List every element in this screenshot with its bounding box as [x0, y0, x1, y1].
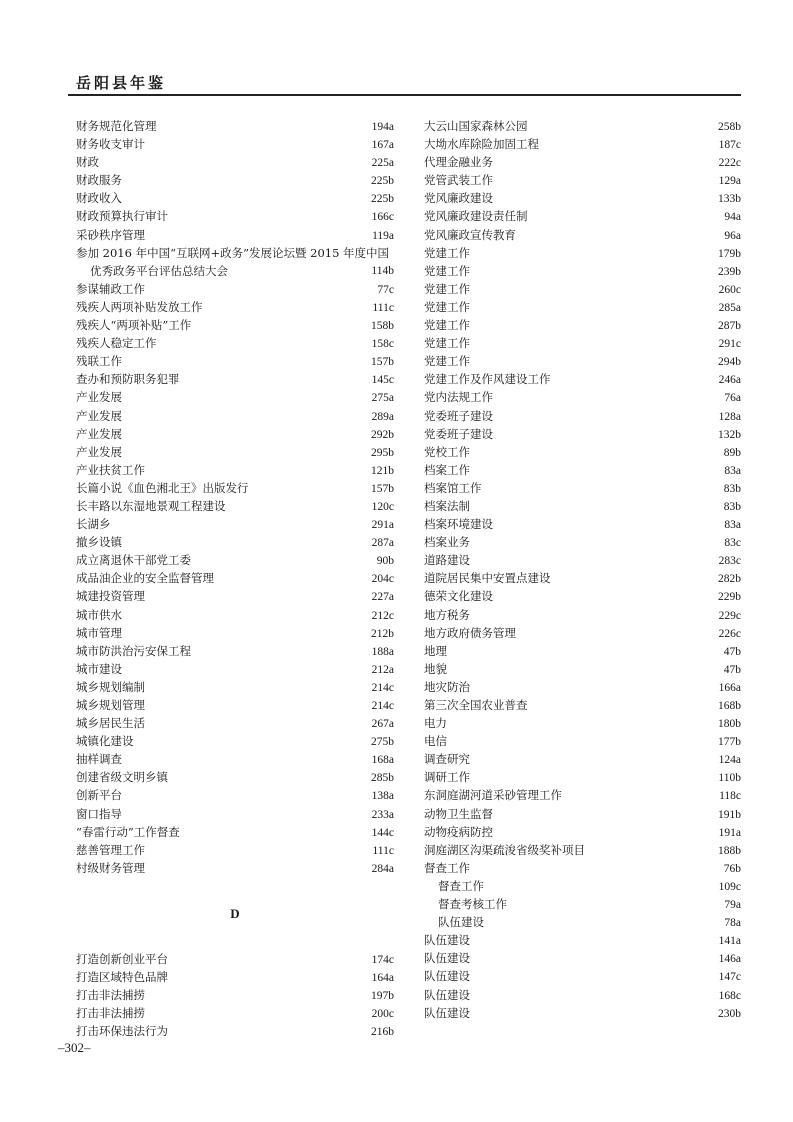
index-entry — [76, 226, 394, 244]
index-entry — [424, 732, 741, 750]
index-term: 打击环保违法行为 — [76, 1024, 168, 1039]
index-left-column — [76, 117, 394, 1040]
index-entry — [76, 153, 394, 171]
index-term: 队伍建设 — [438, 915, 484, 930]
index-term: 队伍建设 — [424, 951, 470, 966]
index-entry — [76, 1004, 394, 1022]
index-page: 168c — [718, 989, 741, 1002]
index-term: 档案业务 — [424, 535, 470, 550]
index-entry — [76, 171, 394, 189]
index-entry — [424, 407, 741, 425]
index-entry — [424, 207, 741, 225]
index-term: 第三次全国农业普查 — [424, 698, 528, 712]
index-page: 120c — [371, 500, 394, 513]
index-page: 246a — [718, 374, 741, 387]
index-page: 168b — [718, 700, 741, 712]
index-page: 121b — [371, 464, 394, 477]
index-entry — [424, 805, 741, 823]
index-page: 76b — [723, 862, 741, 875]
index-entry — [424, 877, 741, 895]
index-page: 157b — [371, 356, 394, 369]
index-term: 督查工作 — [438, 878, 484, 893]
index-term: 城乡居民生活 — [76, 716, 145, 731]
index-page: 129a — [718, 175, 741, 188]
index-entry — [424, 425, 741, 443]
index-term: 打造创新创业平台 — [76, 951, 168, 966]
index-page: 83a — [724, 519, 741, 532]
index-page: 287a — [371, 537, 394, 550]
index-term: 地理 — [424, 643, 447, 658]
index-entry — [424, 226, 741, 244]
index-entry — [424, 986, 741, 1004]
entries-c2-group — [76, 280, 394, 877]
index-entry — [424, 895, 741, 913]
index-page: 204c — [371, 573, 394, 586]
index-term: 财务收支审计 — [76, 137, 145, 152]
index-term-line1: 参加 2016 年中国“互联网+政务”发展论坛暨 2015 年度中国 — [76, 245, 390, 260]
index-page: 133b — [718, 193, 741, 206]
index-entry — [424, 117, 741, 135]
index-entry — [424, 262, 741, 280]
index-page: 132b — [718, 428, 741, 441]
index-page: 200c — [371, 1008, 394, 1021]
index-term: 动物卫生监督 — [424, 806, 493, 821]
entries-right-group — [424, 117, 741, 1022]
index-entry — [76, 823, 394, 841]
index-entry — [424, 515, 741, 533]
index-term: 财务规范化管理 — [76, 119, 157, 133]
index-term: 党建工作及作风建设工作 — [424, 372, 551, 387]
index-entry — [76, 986, 394, 1004]
page-number: –302– — [58, 1040, 91, 1055]
index-page: 212c — [371, 609, 394, 622]
index-term: 慈善管理工作 — [76, 842, 145, 857]
index-page: 295b — [371, 446, 394, 459]
index-entry — [76, 298, 394, 316]
index-page: 285b — [371, 772, 394, 785]
index-entry — [424, 714, 741, 732]
index-entry — [424, 642, 741, 660]
index-page: 191a — [718, 826, 741, 839]
index-entry — [424, 569, 741, 587]
index-entry — [76, 352, 394, 370]
index-page: 158c — [371, 338, 394, 351]
index-entry — [424, 352, 741, 370]
index-page: 146a — [718, 953, 741, 966]
index-entry — [76, 370, 394, 388]
index-entry — [424, 624, 741, 642]
index-page: 124a — [718, 754, 741, 767]
index-page: 212b — [371, 627, 394, 640]
index-term: 动物疫病防控 — [424, 824, 493, 839]
index-entry — [424, 949, 741, 967]
index-entry — [424, 244, 741, 262]
index-entry — [76, 841, 394, 859]
index-page: 128a — [718, 410, 741, 423]
index-page: 111c — [372, 301, 394, 314]
index-entry — [76, 425, 394, 443]
index-entry — [76, 642, 394, 660]
index-term: 城乡规划编制 — [76, 679, 145, 694]
index-entry — [424, 859, 741, 877]
index-page: 157b — [371, 482, 394, 495]
index-term: 电信 — [424, 734, 447, 749]
index-page: 294b — [718, 356, 741, 369]
index-page: 226c — [718, 627, 741, 640]
index-entry — [76, 768, 394, 786]
index-entry — [76, 533, 394, 551]
index-term: 查办和预防职务犯罪 — [76, 372, 180, 387]
index-term: 档案法制 — [424, 498, 470, 513]
index-page: 83b — [723, 482, 741, 495]
index-term: 产业发展 — [76, 390, 122, 405]
index-term: 财政 — [76, 155, 99, 170]
index-term: 城建投资管理 — [76, 589, 145, 604]
entries-c-group — [76, 117, 394, 244]
index-entry — [76, 479, 394, 497]
index-term: 党建工作 — [424, 318, 470, 333]
index-term: 党建工作 — [424, 263, 470, 278]
index-page: 167a — [371, 139, 394, 152]
index-entry — [424, 334, 741, 352]
index-term: 党建工作 — [424, 336, 470, 351]
index-term: 成品油企业的安全监督管理 — [76, 571, 214, 586]
index-term: 调研工作 — [424, 770, 470, 785]
index-page: 287b — [718, 320, 741, 333]
index-page: 111c — [372, 844, 394, 857]
index-entry — [424, 533, 741, 551]
index-term: 抽样调查 — [76, 752, 122, 767]
index-page: 89b — [723, 446, 741, 459]
index-page: 291c — [718, 338, 741, 351]
index-entry — [76, 189, 394, 207]
index-term: 撤乡设镇 — [76, 535, 122, 550]
index-entry — [76, 968, 394, 986]
section-letter-d: D — [230, 905, 240, 921]
index-page: 267a — [371, 718, 394, 731]
index-term: 大坳水库除险加固工程 — [424, 137, 539, 152]
index-page: 230b — [718, 1007, 741, 1020]
index-term: 队伍建设 — [424, 969, 470, 984]
index-term: 党风廉政建设责任制 — [424, 209, 528, 224]
index-term: 地灾防治 — [424, 679, 470, 694]
index-term: 打击非法捕捞 — [76, 1006, 145, 1021]
index-term: 党校工作 — [424, 444, 470, 459]
index-term: 地貌 — [424, 661, 447, 676]
index-entry — [424, 189, 741, 207]
index-entry — [76, 407, 394, 425]
index-page: 90b — [376, 555, 394, 568]
index-term: 东洞庭湖河道采砂管理工作 — [424, 788, 562, 803]
index-term: 财政收入 — [76, 191, 122, 206]
index-page: 79a — [724, 899, 741, 912]
yearbook-title: 岳阳县年鉴 — [76, 74, 167, 92]
index-entry — [424, 786, 741, 804]
index-term: 党委班子建设 — [424, 408, 493, 423]
index-term: “春雷行动”工作督查 — [76, 824, 180, 839]
index-entry — [424, 298, 741, 316]
index-page: 227a — [371, 591, 394, 604]
index-entry — [76, 515, 394, 533]
index-term: 电力 — [424, 716, 447, 731]
index-entry — [424, 280, 741, 298]
index-page: 291a — [371, 519, 394, 532]
index-term: 党建工作 — [424, 281, 470, 296]
index-term: 督查工作 — [424, 860, 470, 875]
index-entry — [76, 678, 394, 696]
index-term: 地方税务 — [424, 607, 470, 622]
index-entry — [424, 768, 741, 786]
index-term-line2: 优秀政务平台评估总结大会 — [90, 263, 228, 278]
index-term: 长篇小说《血色湘北王》出版发行 — [76, 480, 249, 495]
index-term: 城市建设 — [76, 661, 122, 676]
index-term: 创新平台 — [76, 788, 122, 803]
index-term: 队伍建设 — [424, 1005, 470, 1020]
index-entry — [76, 334, 394, 352]
index-term: 党建工作 — [424, 299, 470, 314]
index-term: 档案工作 — [424, 462, 470, 477]
index-page: 119a — [372, 229, 394, 242]
index-entry — [76, 587, 394, 605]
index-term: 财政预算执行审计 — [76, 209, 168, 224]
index-page: 180b — [718, 718, 741, 731]
index-page: 138a — [371, 790, 394, 803]
index-page: 214c — [371, 681, 394, 694]
index-page: 110b — [718, 772, 741, 785]
index-page: 47b — [723, 645, 741, 658]
index-entry — [424, 823, 741, 841]
index-page: 96a — [724, 229, 741, 242]
index-page: 168a — [371, 754, 394, 767]
index-entry — [424, 370, 741, 388]
index-term: 长湖乡 — [76, 517, 111, 532]
index-page: 109c — [718, 880, 741, 893]
index-page: 76a — [724, 392, 741, 405]
index-page: 177b — [718, 736, 741, 749]
index-entry — [76, 624, 394, 642]
index-page: 191b — [718, 808, 741, 821]
index-term: 产业发展 — [76, 444, 122, 459]
index-term: 党建工作 — [424, 245, 470, 260]
index-entry — [424, 171, 741, 189]
index-term: 道院居民集中安置点建设 — [424, 571, 551, 586]
index-entry — [424, 443, 741, 461]
index-page: 239b — [718, 265, 741, 278]
index-entry — [424, 931, 741, 949]
index-page: 194a — [371, 121, 394, 133]
index-page: 47b — [723, 663, 741, 676]
index-page: 225b — [371, 175, 394, 188]
index-page: 289a — [371, 410, 394, 423]
index-entry — [76, 117, 394, 135]
index-entry — [76, 950, 394, 968]
index-term: 党委班子建设 — [424, 426, 493, 441]
index-term: 产业扶贫工作 — [76, 462, 145, 477]
index-page: 225a — [371, 157, 394, 170]
index-page: 214c — [371, 700, 394, 712]
index-entry — [424, 1004, 741, 1022]
index-page: 222c — [718, 157, 741, 170]
index-entry-wrapped — [76, 244, 394, 280]
index-page: 292b — [371, 428, 394, 441]
index-page: 285a — [718, 301, 741, 314]
index-page: 145c — [371, 374, 394, 387]
index-page: 275a — [371, 392, 394, 405]
index-page: 260c — [718, 283, 741, 296]
index-page: 233a — [371, 808, 394, 821]
index-term: 打击非法捕捞 — [76, 988, 145, 1003]
index-term: 城市防洪治污安保工程 — [76, 643, 191, 658]
index-entry — [76, 388, 394, 406]
index-page: 187c — [718, 139, 741, 152]
index-page: 282b — [718, 573, 741, 586]
index-page: 164a — [371, 972, 394, 985]
index-page: 197b — [371, 990, 394, 1003]
index-term: 残疾人两项补贴发放工作 — [76, 299, 203, 314]
index-page: 225b — [371, 193, 394, 206]
index-entry — [76, 135, 394, 153]
index-entry — [76, 207, 394, 225]
index-entry — [76, 280, 394, 298]
index-term: 窗口指导 — [76, 806, 122, 821]
index-entry — [424, 967, 741, 985]
index-page: 216b — [371, 1026, 394, 1039]
index-entry — [424, 135, 741, 153]
index-entry — [424, 497, 741, 515]
index-entry — [76, 569, 394, 587]
index-page: 94a — [724, 211, 741, 224]
index-entry — [76, 461, 394, 479]
index-entry — [424, 696, 741, 714]
index-term: 残疾人“两项补贴”工作 — [76, 318, 192, 333]
index-page: 212a — [371, 663, 394, 676]
index-term: 道路建设 — [424, 553, 470, 568]
index-entry — [76, 805, 394, 823]
index-entry — [76, 732, 394, 750]
index-term: 队伍建设 — [424, 933, 470, 948]
index-term: 党风廉政建设 — [424, 191, 493, 206]
index-entry — [424, 388, 741, 406]
index-entry — [424, 551, 741, 569]
index-term: 城乡规划管理 — [76, 698, 145, 712]
index-page: 158b — [371, 320, 394, 333]
index-term: 德荣文化建设 — [424, 589, 493, 604]
index-entry — [76, 714, 394, 732]
index-page: 275b — [371, 736, 394, 749]
index-term: 参谋辅政工作 — [76, 281, 145, 296]
index-right-column — [424, 117, 741, 1022]
index-entry — [76, 859, 394, 877]
index-term: 成立离退休干部党工委 — [76, 553, 191, 568]
index-entry — [424, 587, 741, 605]
index-page: 114b — [371, 264, 394, 277]
index-page: 174c — [371, 953, 394, 966]
index-term: 档案环境建设 — [424, 517, 493, 532]
index-term: 党管武装工作 — [424, 173, 493, 188]
index-entry — [424, 461, 741, 479]
header-rule — [68, 94, 741, 96]
index-page: 283c — [718, 555, 741, 568]
index-entry — [76, 606, 394, 624]
index-page: 166c — [371, 211, 394, 224]
index-entry — [76, 316, 394, 334]
index-entry — [424, 316, 741, 334]
index-page: 141a — [718, 935, 741, 948]
index-term: 城市管理 — [76, 625, 122, 640]
index-term: 党风廉政宣传教育 — [424, 227, 516, 242]
index-page: 188b — [718, 844, 741, 857]
index-entry — [76, 497, 394, 515]
entries-d-group — [76, 950, 394, 1040]
index-term: 洞庭湖区沟渠疏浚省级奖补项目 — [424, 842, 585, 857]
index-entry — [424, 678, 741, 696]
index-term: 档案馆工作 — [424, 480, 482, 495]
index-page: 284a — [371, 862, 394, 875]
index-term: 地方政府债务管理 — [424, 625, 516, 640]
index-entry — [424, 153, 741, 171]
index-term: 产业发展 — [76, 426, 122, 441]
index-term: 大云山国家森林公园 — [424, 119, 528, 133]
index-entry — [424, 750, 741, 768]
index-page: 188a — [371, 645, 394, 658]
index-term: 城市供水 — [76, 607, 122, 622]
index-entry — [76, 750, 394, 768]
index-entry — [424, 479, 741, 497]
index-term: 产业发展 — [76, 408, 122, 423]
index-term: 调查研究 — [424, 752, 470, 767]
index-page: 229c — [718, 609, 741, 622]
index-term: 创建省级文明乡镇 — [76, 770, 168, 785]
index-term: 村级财务管理 — [76, 860, 145, 875]
index-page: 229b — [718, 591, 741, 604]
index-entry — [424, 660, 741, 678]
index-page: 77c — [377, 283, 394, 296]
index-entry — [424, 841, 741, 859]
index-page: 78a — [724, 917, 741, 930]
index-term: 残疾人稳定工作 — [76, 336, 157, 351]
index-term: 长丰路以东湿地景观工程建设 — [76, 498, 226, 513]
index-term: 打造区域特色品牌 — [76, 970, 168, 985]
index-term: 残联工作 — [76, 354, 122, 369]
index-term: 代理金融业务 — [424, 155, 493, 170]
index-page: 83c — [724, 537, 741, 550]
index-term: 队伍建设 — [424, 987, 470, 1002]
index-entry — [76, 786, 394, 804]
index-entry — [424, 606, 741, 624]
index-page: 83a — [724, 464, 741, 477]
index-page: 147c — [718, 971, 741, 984]
index-entry — [76, 696, 394, 714]
index-page: 118c — [719, 790, 741, 803]
index-page: 83b — [723, 500, 741, 513]
index-entry — [76, 1022, 394, 1040]
index-page: 144c — [371, 826, 394, 839]
index-term: 党内法规工作 — [424, 390, 493, 405]
index-entry — [424, 913, 741, 931]
index-entry — [76, 443, 394, 461]
index-term: 党建工作 — [424, 354, 470, 369]
index-term: 督查考核工作 — [438, 897, 507, 912]
index-term: 城镇化建设 — [76, 734, 134, 749]
index-page: 258b — [718, 121, 741, 133]
index-entry — [76, 660, 394, 678]
index-term: 财政服务 — [76, 173, 122, 188]
index-page: 179b — [718, 247, 741, 260]
index-term: 采砂秩序管理 — [76, 227, 145, 242]
index-entry — [76, 551, 394, 569]
index-page: 166a — [718, 681, 741, 694]
